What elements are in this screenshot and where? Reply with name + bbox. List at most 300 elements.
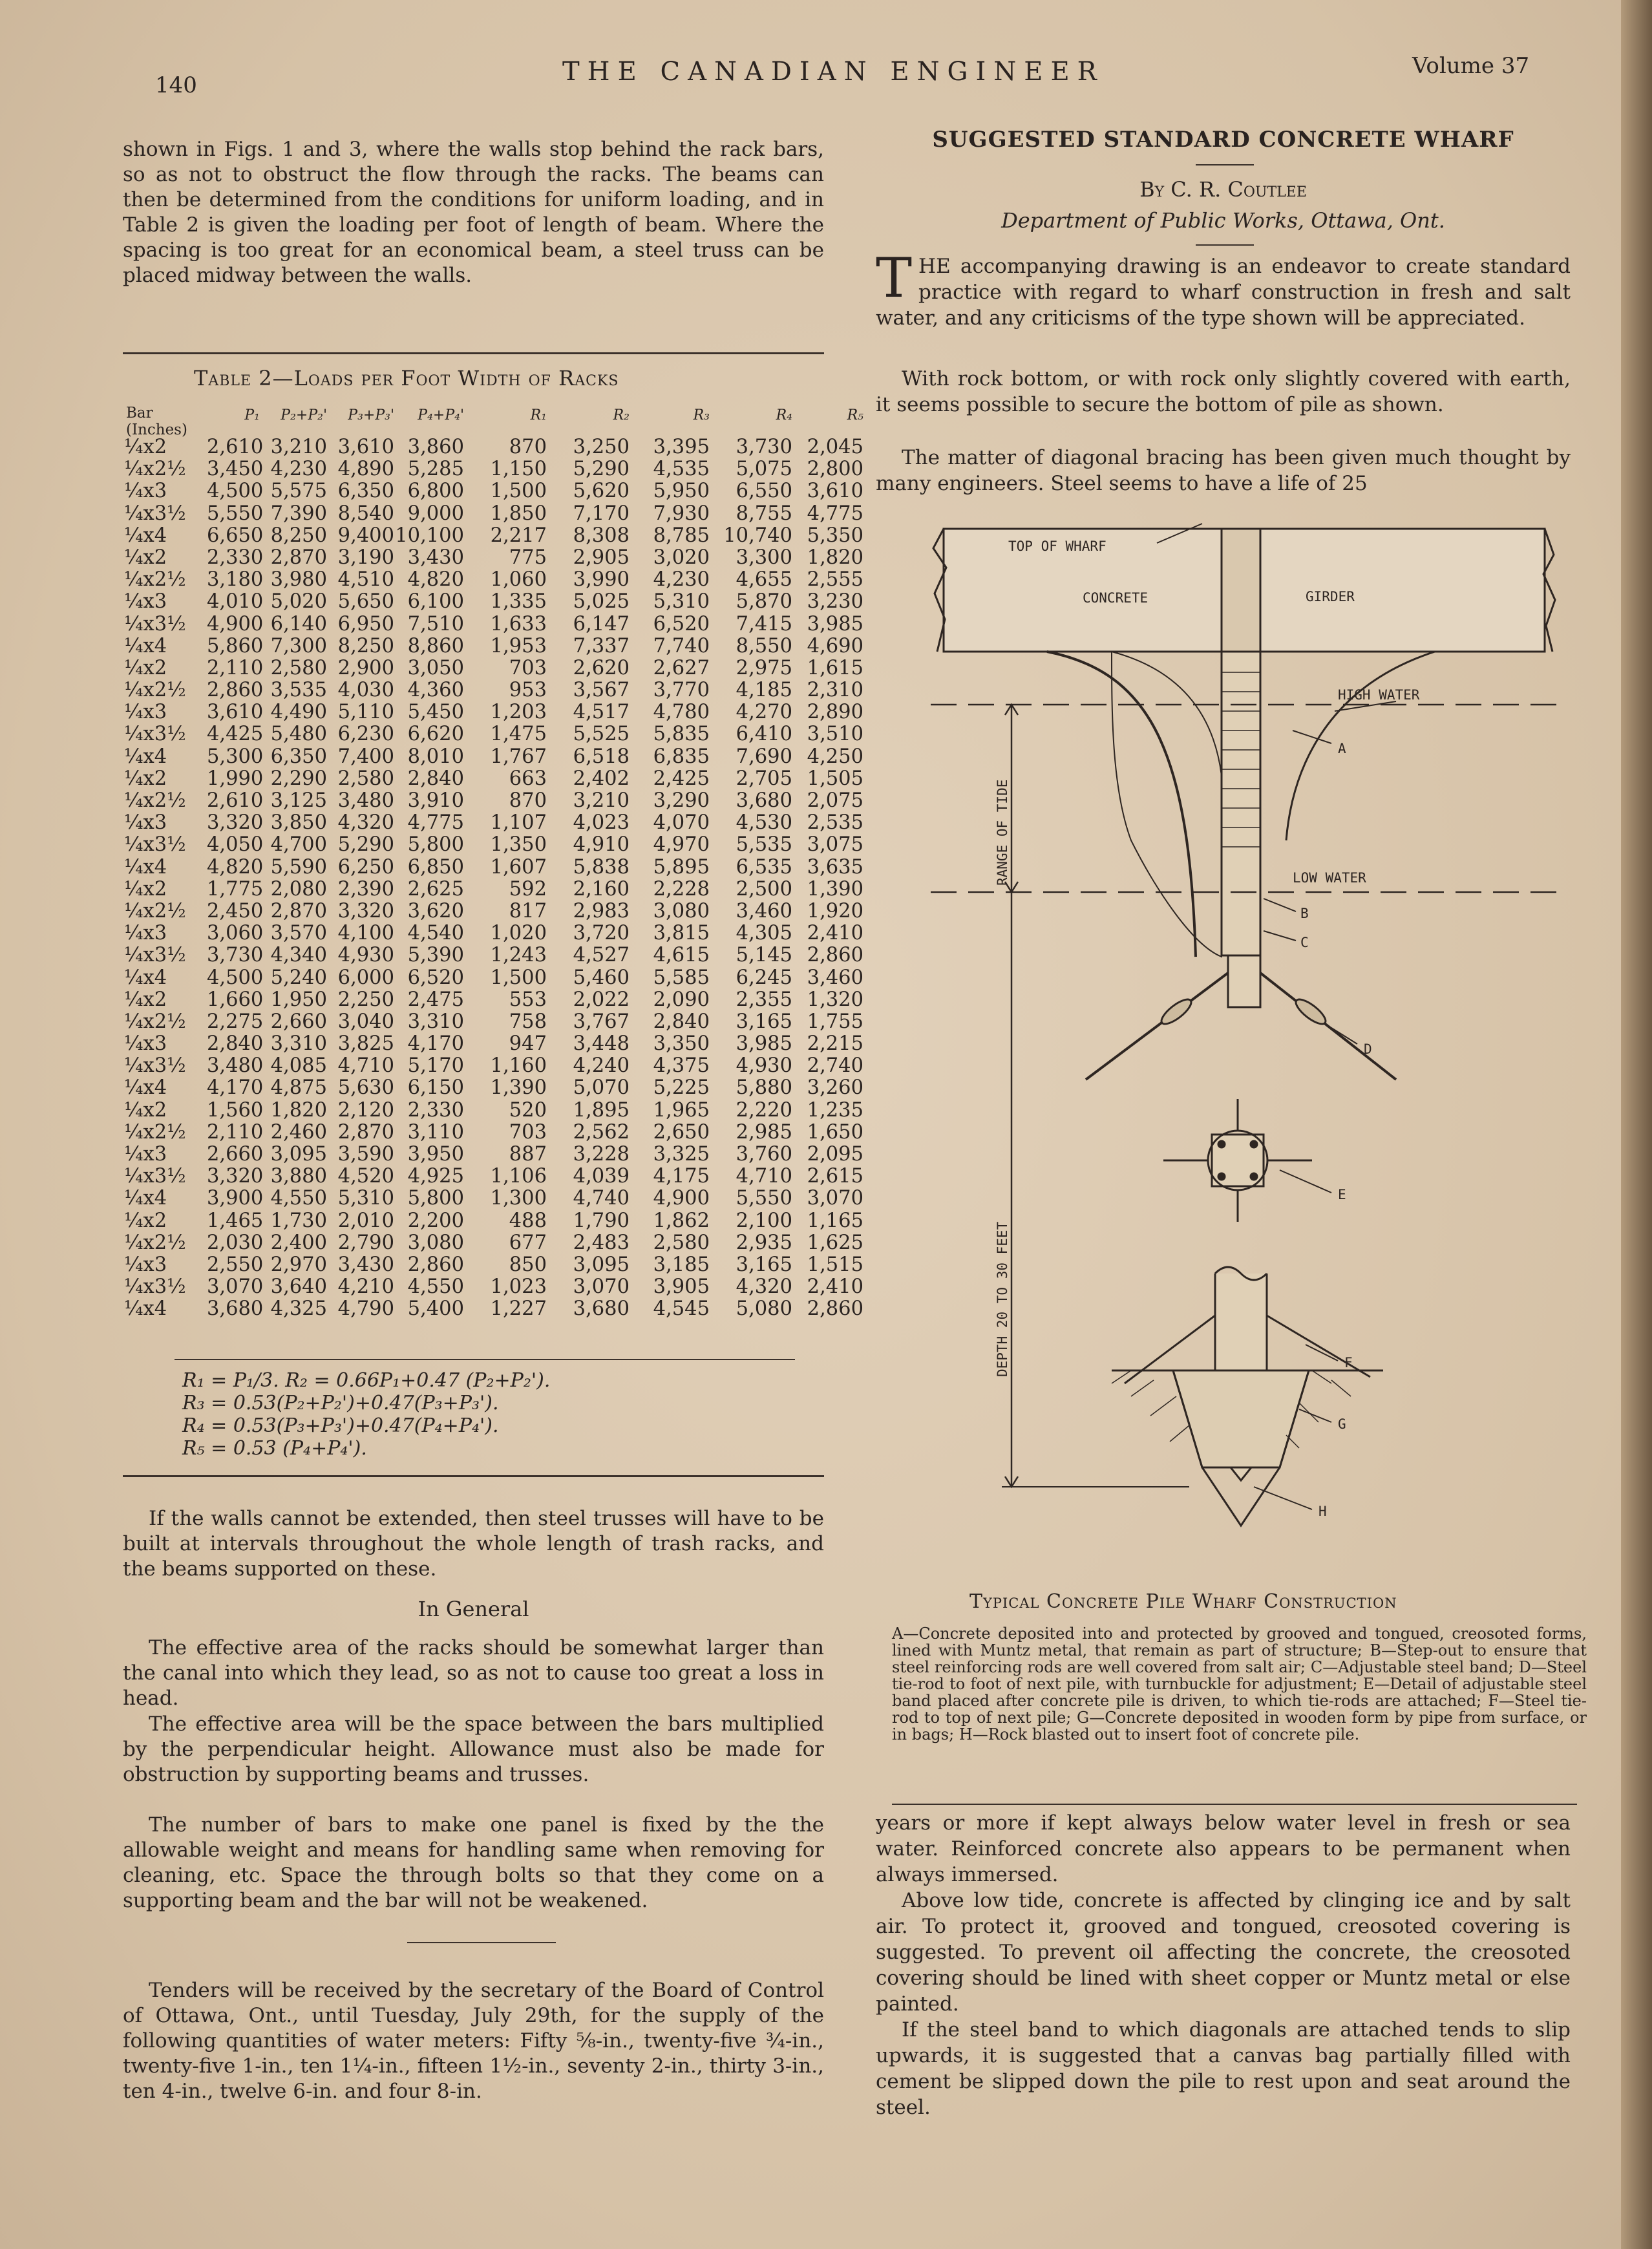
- section-divider: [407, 1942, 556, 1943]
- author-affiliation: Department of Public Works, Ottawa, Ont.: [1001, 208, 1445, 233]
- load-value-cell: 5,285: [407, 458, 464, 481]
- concrete-form-g: [1173, 1370, 1309, 1467]
- table-row: [124, 834, 863, 856]
- load-value-cell: 3,460: [807, 966, 863, 989]
- bar-size-cell: ¼x4: [124, 1187, 167, 1210]
- load-value-cell: 4,550: [270, 1187, 327, 1210]
- bar-header-label: Bar: [126, 405, 153, 421]
- load-value-cell: 8,860: [407, 634, 464, 657]
- load-value-cell: 4,890: [337, 458, 394, 481]
- load-value-cell: 2,410: [807, 922, 863, 945]
- tie-rod-left: [1086, 973, 1228, 1080]
- load-value-cell: 4,240: [573, 1054, 630, 1078]
- load-value-cell: 3,228: [573, 1143, 630, 1166]
- load-value-cell: 3,480: [207, 1054, 264, 1078]
- load-value-cell: 7,510: [407, 612, 464, 635]
- load-value-cell: 1,953: [490, 634, 547, 657]
- load-value-cell: 2,985: [736, 1120, 792, 1144]
- paragraph-3: The matter of diagonal bracing has been given much thought by many engineers. Steel seems to have a life of 25: [876, 446, 1571, 495]
- article-opening: [876, 246, 1571, 331]
- table-row: [124, 857, 863, 879]
- load-value-cell: 6,245: [736, 966, 792, 989]
- load-value-cell: 3,095: [270, 1143, 327, 1166]
- load-value-cell: 5,110: [337, 701, 394, 724]
- load-value-cell: 3,510: [807, 723, 863, 746]
- load-value-cell: 6,550: [736, 480, 792, 503]
- load-value-cell: 6,000: [337, 966, 394, 989]
- bar-size-cell: ¼x3½: [124, 723, 186, 746]
- table-formulas: [182, 1369, 550, 1460]
- figure-caption-title: Typical Concrete Pile Wharf Construction: [969, 1590, 1397, 1613]
- load-value-cell: 3,165: [736, 1010, 792, 1033]
- load-value-cell: 1,730: [270, 1209, 327, 1232]
- load-value-cell: 1,300: [490, 1187, 547, 1210]
- left-intro-paragraph: shown in Figs. 1 and 3, where the walls stop behind the rack bars, so as not to obstruct the flow through the racks. The beams can then be determined from the conditions for uniform loading, and in Table 2 is given the loading per foot of length of beam. Where the spacing is too great for an economical beam, a steel truss can be placed midway between the walls.: [123, 138, 824, 287]
- bar-size-cell: ¼x2½: [124, 1231, 186, 1254]
- column-header-1: P₁: [244, 407, 260, 423]
- load-value-cell: 2,905: [573, 546, 630, 569]
- load-value-cell: 1,775: [207, 877, 264, 901]
- load-value-cell: 3,460: [736, 899, 792, 922]
- load-value-cell: 3,310: [270, 1032, 327, 1056]
- load-value-cell: 5,620: [573, 480, 630, 503]
- turnbuckle-left: [1158, 996, 1194, 1028]
- load-value-cell: 1,560: [207, 1098, 264, 1122]
- load-value-cell: 2,402: [573, 767, 630, 790]
- load-value-cell: 2,290: [270, 767, 327, 790]
- load-value-cell: 2,625: [407, 877, 464, 901]
- load-value-cell: 3,320: [337, 899, 394, 922]
- letter-g: G: [1338, 1416, 1346, 1432]
- load-value-cell: 6,850: [407, 855, 464, 879]
- load-value-cell: 6,535: [736, 855, 792, 879]
- letter-f: F: [1344, 1355, 1353, 1370]
- load-value-cell: 1,020: [490, 922, 547, 945]
- bar-size-cell: ¼x4: [124, 966, 167, 989]
- letter-e: E: [1338, 1187, 1346, 1202]
- load-value-cell: 3,070: [573, 1275, 630, 1299]
- load-value-cell: 5,585: [653, 966, 710, 989]
- load-value-cell: 1,965: [653, 1098, 710, 1122]
- bar-size-cell: ¼x2: [124, 546, 167, 569]
- title-rule: [1196, 164, 1254, 165]
- table-bar-header: [126, 405, 187, 438]
- load-value-cell: 775: [509, 546, 547, 569]
- load-value-cell: 4,030: [337, 679, 394, 702]
- bar-size-cell: ¼x3: [124, 701, 167, 724]
- load-value-cell: 2,110: [207, 1120, 264, 1144]
- load-value-cell: 2,615: [807, 1165, 863, 1188]
- load-value-cell: 3,070: [807, 1187, 863, 1210]
- load-value-cell: 4,320: [736, 1275, 792, 1299]
- page-number: 140: [155, 72, 197, 98]
- load-value-cell: 4,185: [736, 679, 792, 702]
- table-row: [124, 458, 863, 480]
- load-value-cell: 1,505: [807, 767, 863, 790]
- table-row: [124, 701, 863, 723]
- concrete-pile: [1222, 652, 1260, 955]
- bar-size-cell: ¼x3½: [124, 1054, 186, 1078]
- load-value-cell: 6,518: [573, 745, 630, 768]
- load-value-cell: 3,680: [736, 789, 792, 812]
- load-value-cell: 6,150: [407, 1076, 464, 1100]
- bar-size-cell: ¼x3½: [124, 502, 186, 525]
- load-value-cell: 3,395: [653, 436, 710, 458]
- table-row: [124, 679, 863, 701]
- load-value-cell: 2,562: [573, 1120, 630, 1144]
- load-value-cell: 2,610: [207, 789, 264, 812]
- load-value-cell: 6,835: [653, 745, 710, 768]
- bar-size-cell: ¼x2½: [124, 789, 186, 812]
- load-value-cell: 3,080: [653, 899, 710, 922]
- load-value-cell: 2,580: [653, 1231, 710, 1254]
- load-value-cell: 1,235: [807, 1098, 863, 1122]
- bar-size-cell: ¼x3: [124, 1032, 167, 1056]
- load-value-cell: 6,140: [270, 612, 327, 635]
- load-value-cell: 1,895: [573, 1098, 630, 1122]
- table-row: [124, 1232, 863, 1254]
- load-value-cell: 2,330: [207, 546, 264, 569]
- load-value-cell: 4,517: [573, 701, 630, 724]
- load-value-cell: 1,990: [207, 767, 264, 790]
- load-value-cell: 1,335: [490, 590, 547, 613]
- column-header-9: R₅: [847, 407, 863, 423]
- load-value-cell: 677: [509, 1231, 547, 1254]
- load-value-cell: 5,310: [337, 1187, 394, 1210]
- load-value-cell: 5,080: [736, 1297, 792, 1321]
- load-value-cell: 2,860: [207, 679, 264, 702]
- letter-c: C: [1300, 935, 1309, 950]
- load-value-cell: 4,970: [653, 833, 710, 857]
- in-general-heading: In General: [418, 1597, 529, 1621]
- load-value-cell: 7,337: [573, 634, 630, 657]
- load-value-cell: 3,767: [573, 1010, 630, 1033]
- load-value-cell: 4,740: [573, 1187, 630, 1210]
- load-value-cell: 5,170: [407, 1054, 464, 1078]
- bar-size-cell: ¼x2: [124, 656, 167, 679]
- column-header-7: R₃: [693, 407, 710, 423]
- load-value-cell: 1,950: [270, 988, 327, 1011]
- tie-rod-right: [1260, 973, 1396, 1080]
- load-value-cell: 2,110: [207, 656, 264, 679]
- load-value-cell: 5,838: [573, 855, 630, 879]
- bar-size-cell: ¼x4: [124, 1076, 167, 1100]
- load-value-cell: 3,290: [653, 789, 710, 812]
- load-value-cell: 2,022: [573, 988, 630, 1011]
- bar-header-unit: (Inches): [126, 421, 187, 438]
- load-value-cell: 3,680: [207, 1297, 264, 1321]
- concrete-haunch-left: [1112, 652, 1222, 957]
- load-value-cell: 5,145: [736, 944, 792, 967]
- load-value-cell: 3,320: [207, 811, 264, 835]
- load-value-cell: 7,930: [653, 502, 710, 525]
- load-value-cell: 10,100: [395, 524, 464, 547]
- label-depth: DEPTH 20 TO 30 FEET: [995, 1221, 1010, 1377]
- load-value-cell: 2,355: [736, 988, 792, 1011]
- load-value-cell: 947: [509, 1032, 547, 1056]
- load-value-cell: 4,520: [337, 1165, 394, 1188]
- load-value-cell: 3,320: [207, 1165, 264, 1188]
- bar-size-cell: ¼x2½: [124, 1120, 186, 1144]
- column-header-2: P₂+P₂': [281, 407, 327, 423]
- load-value-cell: 5,400: [407, 1297, 464, 1321]
- load-value-cell: 4,930: [736, 1054, 792, 1078]
- load-value-cell: 703: [509, 656, 547, 679]
- bar-size-cell: ¼x3: [124, 811, 167, 835]
- load-value-cell: 3,430: [407, 546, 464, 569]
- load-value-cell: 7,170: [573, 502, 630, 525]
- load-value-cell: 4,250: [807, 745, 863, 768]
- bar-size-cell: ¼x4: [124, 524, 167, 547]
- paragraph-2: With rock bottom, or with rock only slightly covered with earth, it seems possible to secure the bottom of pile as shown.: [876, 367, 1571, 416]
- load-value-cell: 2,160: [573, 877, 630, 901]
- letter-a: A: [1338, 741, 1346, 756]
- load-value-cell: 4,930: [337, 944, 394, 967]
- load-value-cell: 3,730: [736, 436, 792, 458]
- table-row: [124, 812, 863, 834]
- load-value-cell: 4,170: [407, 1032, 464, 1056]
- table-row: [124, 1166, 863, 1188]
- load-value-cell: 10,740: [723, 524, 792, 547]
- bar-size-cell: ¼x2½: [124, 1010, 186, 1033]
- load-value-cell: 4,175: [653, 1165, 710, 1188]
- label-high-water: HIGH WATER: [1338, 687, 1420, 703]
- load-value-cell: 3,590: [337, 1143, 394, 1166]
- table-row: [124, 613, 863, 635]
- load-value-cell: 3,210: [573, 789, 630, 812]
- bar-size-cell: ¼x2: [124, 1209, 167, 1232]
- load-value-cell: 8,250: [270, 524, 327, 547]
- load-value-cell: 4,775: [807, 502, 863, 525]
- in-general-paragraph-3: The number of bars to make one panel is fixed by the the allowable weight and means for handling same when removing for cleaning, etc. Space the through bolts so that they come on a supporting beam and the bar will not be weakened.: [123, 1813, 824, 1912]
- load-value-cell: 2,580: [270, 656, 327, 679]
- load-value-cell: 2,217: [490, 524, 547, 547]
- label-low-water: LOW WATER: [1293, 870, 1366, 886]
- book-spine-shadow: [1621, 0, 1652, 2249]
- load-value-cell: 6,650: [207, 524, 264, 547]
- load-value-cell: 3,815: [653, 922, 710, 945]
- label-top-of-wharf: TOP OF WHARF: [1008, 538, 1107, 554]
- load-value-cell: 592: [509, 877, 547, 901]
- load-value-cell: 553: [509, 988, 547, 1011]
- load-value-cell: 7,415: [736, 612, 792, 635]
- table-row: [124, 1254, 863, 1276]
- load-value-cell: 2,450: [207, 899, 264, 922]
- load-value-cell: 3,260: [807, 1076, 863, 1100]
- load-value-cell: 4,490: [270, 701, 327, 724]
- load-value-cell: 9,400: [337, 524, 394, 547]
- load-value-cell: 2,500: [736, 877, 792, 901]
- load-value-cell: 2,310: [807, 679, 863, 702]
- load-value-cell: 8,540: [337, 502, 394, 525]
- load-value-cell: 3,610: [207, 701, 264, 724]
- load-value-cell: 8,785: [653, 524, 710, 547]
- tie-rod-upper-right: [1267, 1316, 1370, 1377]
- load-value-cell: 3,060: [207, 922, 264, 945]
- load-value-cell: 5,870: [736, 590, 792, 613]
- load-value-cell: 2,860: [807, 1297, 863, 1321]
- byline: By C. R. Coutlee: [1139, 177, 1307, 202]
- load-value-cell: 3,610: [337, 436, 394, 458]
- load-value-cell: 3,640: [270, 1275, 327, 1299]
- load-value-cell: 3,910: [407, 789, 464, 812]
- table-row: [124, 1144, 863, 1166]
- load-value-cell: 3,567: [573, 679, 630, 702]
- pile-step-out: [1228, 955, 1260, 1007]
- load-value-cell: 3,720: [573, 922, 630, 945]
- load-value-cell: 3,610: [807, 480, 863, 503]
- table-row: [124, 547, 863, 569]
- load-value-cell: 4,010: [207, 590, 264, 613]
- load-value-cell: 2,095: [807, 1143, 863, 1166]
- load-value-cell: 4,710: [337, 1054, 394, 1078]
- load-value-cell: 1,633: [490, 612, 547, 635]
- load-value-cell: 3,900: [207, 1187, 264, 1210]
- drop-cap: T: [876, 246, 913, 310]
- load-value-cell: 2,935: [736, 1231, 792, 1254]
- load-value-cell: 4,700: [270, 833, 327, 857]
- load-value-cell: 3,980: [270, 568, 327, 592]
- table-row: [124, 1033, 863, 1055]
- load-value-cell: 4,023: [573, 811, 630, 835]
- load-value-cell: 1,475: [490, 723, 547, 746]
- load-value-cell: 870: [509, 789, 547, 812]
- load-value-cell: 3,020: [653, 546, 710, 569]
- load-value-cell: 758: [509, 1010, 547, 1033]
- load-value-cell: 3,350: [653, 1032, 710, 1056]
- load-value-cell: 5,290: [337, 833, 394, 857]
- load-value-cell: 7,690: [736, 745, 792, 768]
- load-value-cell: 3,125: [270, 789, 327, 812]
- figure-caption-body: A—Concrete deposited into and protected by grooved and tongued, creosoted forms, lined with Muntz metal, that remain as part of structure; B—Step-out to ensure that steel reinforcing rods are well covered from salt air; C—Adjustable steel band; D—Steel tie-rod to foot of next pile, with turnbuckle for adjustment; E—Detail of adjustable steel band placed after concrete pile is driven, to which tie-rods are attached; F—Steel tie-rod to top of next pile; G—Concrete deposited in wooden form by pipe from surface, or in bags; H—Rock blasted out to insert foot of concrete pile.: [892, 1625, 1587, 1743]
- continuation-paragraph-2: Above low tide, concrete is affected by clinging ice and by salt air. To protect it, grooved and tongued, creosoted covering is suggested. To prevent oil affecting the concrete, the creosoted covering should be lined with sheet copper or Muntz metal or else painted.: [876, 1889, 1571, 2016]
- load-value-cell: 3,190: [337, 546, 394, 569]
- load-value-cell: 2,705: [736, 767, 792, 790]
- load-value-cell: 2,975: [736, 656, 792, 679]
- load-value-cell: 1,920: [807, 899, 863, 922]
- in-general-paragraph-1: The effective area of the racks should be somewhat larger than the canal into which they lead, so as not to cause too great a loss in head.: [123, 1636, 824, 1710]
- load-value-cell: 8,755: [736, 502, 792, 525]
- load-value-cell: 4,039: [573, 1165, 630, 1188]
- load-value-cell: 2,580: [337, 767, 394, 790]
- table-row: [124, 1188, 863, 1210]
- load-value-cell: 4,690: [807, 634, 863, 657]
- load-value-cell: 2,890: [807, 701, 863, 724]
- load-value-cell: 5,860: [207, 634, 264, 657]
- bar-size-cell: ¼x3½: [124, 1275, 186, 1299]
- load-value-cell: 2,900: [337, 656, 394, 679]
- load-value-cell: 4,710: [736, 1165, 792, 1188]
- load-value-cell: 1,607: [490, 855, 547, 879]
- load-value-cell: 2,330: [407, 1098, 464, 1122]
- table-row: [124, 1055, 863, 1077]
- load-value-cell: 3,985: [736, 1032, 792, 1056]
- load-value-cell: 1,650: [807, 1120, 863, 1144]
- load-value-cell: 2,740: [807, 1054, 863, 1078]
- table-row: [124, 480, 863, 502]
- load-value-cell: 4,100: [337, 922, 394, 945]
- bar-size-cell: ¼x3: [124, 1253, 167, 1276]
- load-value-cell: 9,000: [407, 502, 464, 525]
- load-value-cell: 2,970: [270, 1253, 327, 1276]
- load-value-cell: 5,300: [207, 745, 264, 768]
- load-value-cell: 3,770: [653, 679, 710, 702]
- load-value-cell: 2,627: [653, 656, 710, 679]
- table-row: [124, 790, 863, 812]
- load-value-cell: 1,060: [490, 568, 547, 592]
- table-row: [124, 569, 863, 591]
- load-value-cell: 6,520: [407, 966, 464, 989]
- load-value-cell: 703: [509, 1120, 547, 1144]
- load-value-cell: 4,540: [407, 922, 464, 945]
- load-value-cell: 5,310: [653, 590, 710, 613]
- load-value-cell: 1,862: [653, 1209, 710, 1232]
- load-value-cell: 1,390: [807, 877, 863, 901]
- bar-size-cell: ¼x4: [124, 1297, 167, 1321]
- load-value-cell: 8,550: [736, 634, 792, 657]
- load-value-cell: 4,230: [270, 458, 327, 481]
- load-value-cell: 663: [509, 767, 547, 790]
- load-value-cell: 5,070: [573, 1076, 630, 1100]
- load-value-cell: 6,950: [337, 612, 394, 635]
- table-row: [124, 657, 863, 679]
- bar-size-cell: ¼x4: [124, 855, 167, 879]
- load-value-cell: 2,215: [807, 1032, 863, 1056]
- label-concrete: CONCRETE: [1083, 590, 1149, 606]
- bar-size-cell: ¼x2: [124, 1098, 167, 1122]
- load-value-cell: 2,045: [807, 436, 863, 458]
- load-value-cell: 4,910: [573, 833, 630, 857]
- load-value-cell: 6,147: [573, 612, 630, 635]
- load-value-cell: 7,400: [337, 745, 394, 768]
- load-value-cell: 3,620: [407, 899, 464, 922]
- load-value-cell: 6,620: [407, 723, 464, 746]
- bar-size-cell: ¼x2½: [124, 458, 186, 481]
- load-value-cell: 3,230: [807, 590, 863, 613]
- haunch-outline-right: [1286, 652, 1435, 840]
- continuation-paragraph-1: years or more if kept always below water level in fresh or sea water. Reinforced concrete also appears to be permanent when always immersed.: [876, 1811, 1571, 1886]
- load-value-cell: 8,250: [337, 634, 394, 657]
- load-value-cell: 5,390: [407, 944, 464, 967]
- table-row: [124, 944, 863, 966]
- load-value-cell: 3,310: [407, 1010, 464, 1033]
- load-value-cell: 2,475: [407, 988, 464, 1011]
- load-value-cell: 5,225: [653, 1076, 710, 1100]
- load-value-cell: 6,800: [407, 480, 464, 503]
- load-value-cell: 3,535: [270, 679, 327, 702]
- table-caption: Table 2—Loads per Foot Width of Racks: [194, 366, 619, 390]
- load-value-cell: 2,870: [337, 1120, 394, 1144]
- load-value-cell: 2,250: [337, 988, 394, 1011]
- load-value-cell: 4,210: [337, 1275, 394, 1299]
- load-value-cell: 4,170: [207, 1076, 264, 1100]
- load-value-cell: 4,900: [653, 1187, 710, 1210]
- load-value-cell: 2,390: [337, 877, 394, 901]
- load-value-cell: 2,555: [807, 568, 863, 592]
- load-value-cell: 8,010: [407, 745, 464, 768]
- load-value-cell: 4,500: [207, 966, 264, 989]
- table-row: [124, 1298, 863, 1320]
- load-value-cell: 4,305: [736, 922, 792, 945]
- column-header-5: R₁: [530, 407, 547, 423]
- label-girder: GIRDER: [1306, 589, 1355, 604]
- load-value-cell: 2,790: [337, 1231, 394, 1254]
- table-row: [124, 591, 863, 613]
- load-value-cell: 4,545: [653, 1297, 710, 1321]
- table-row: [124, 1210, 863, 1232]
- load-value-cell: 1,625: [807, 1231, 863, 1254]
- load-value-cell: 5,450: [407, 701, 464, 724]
